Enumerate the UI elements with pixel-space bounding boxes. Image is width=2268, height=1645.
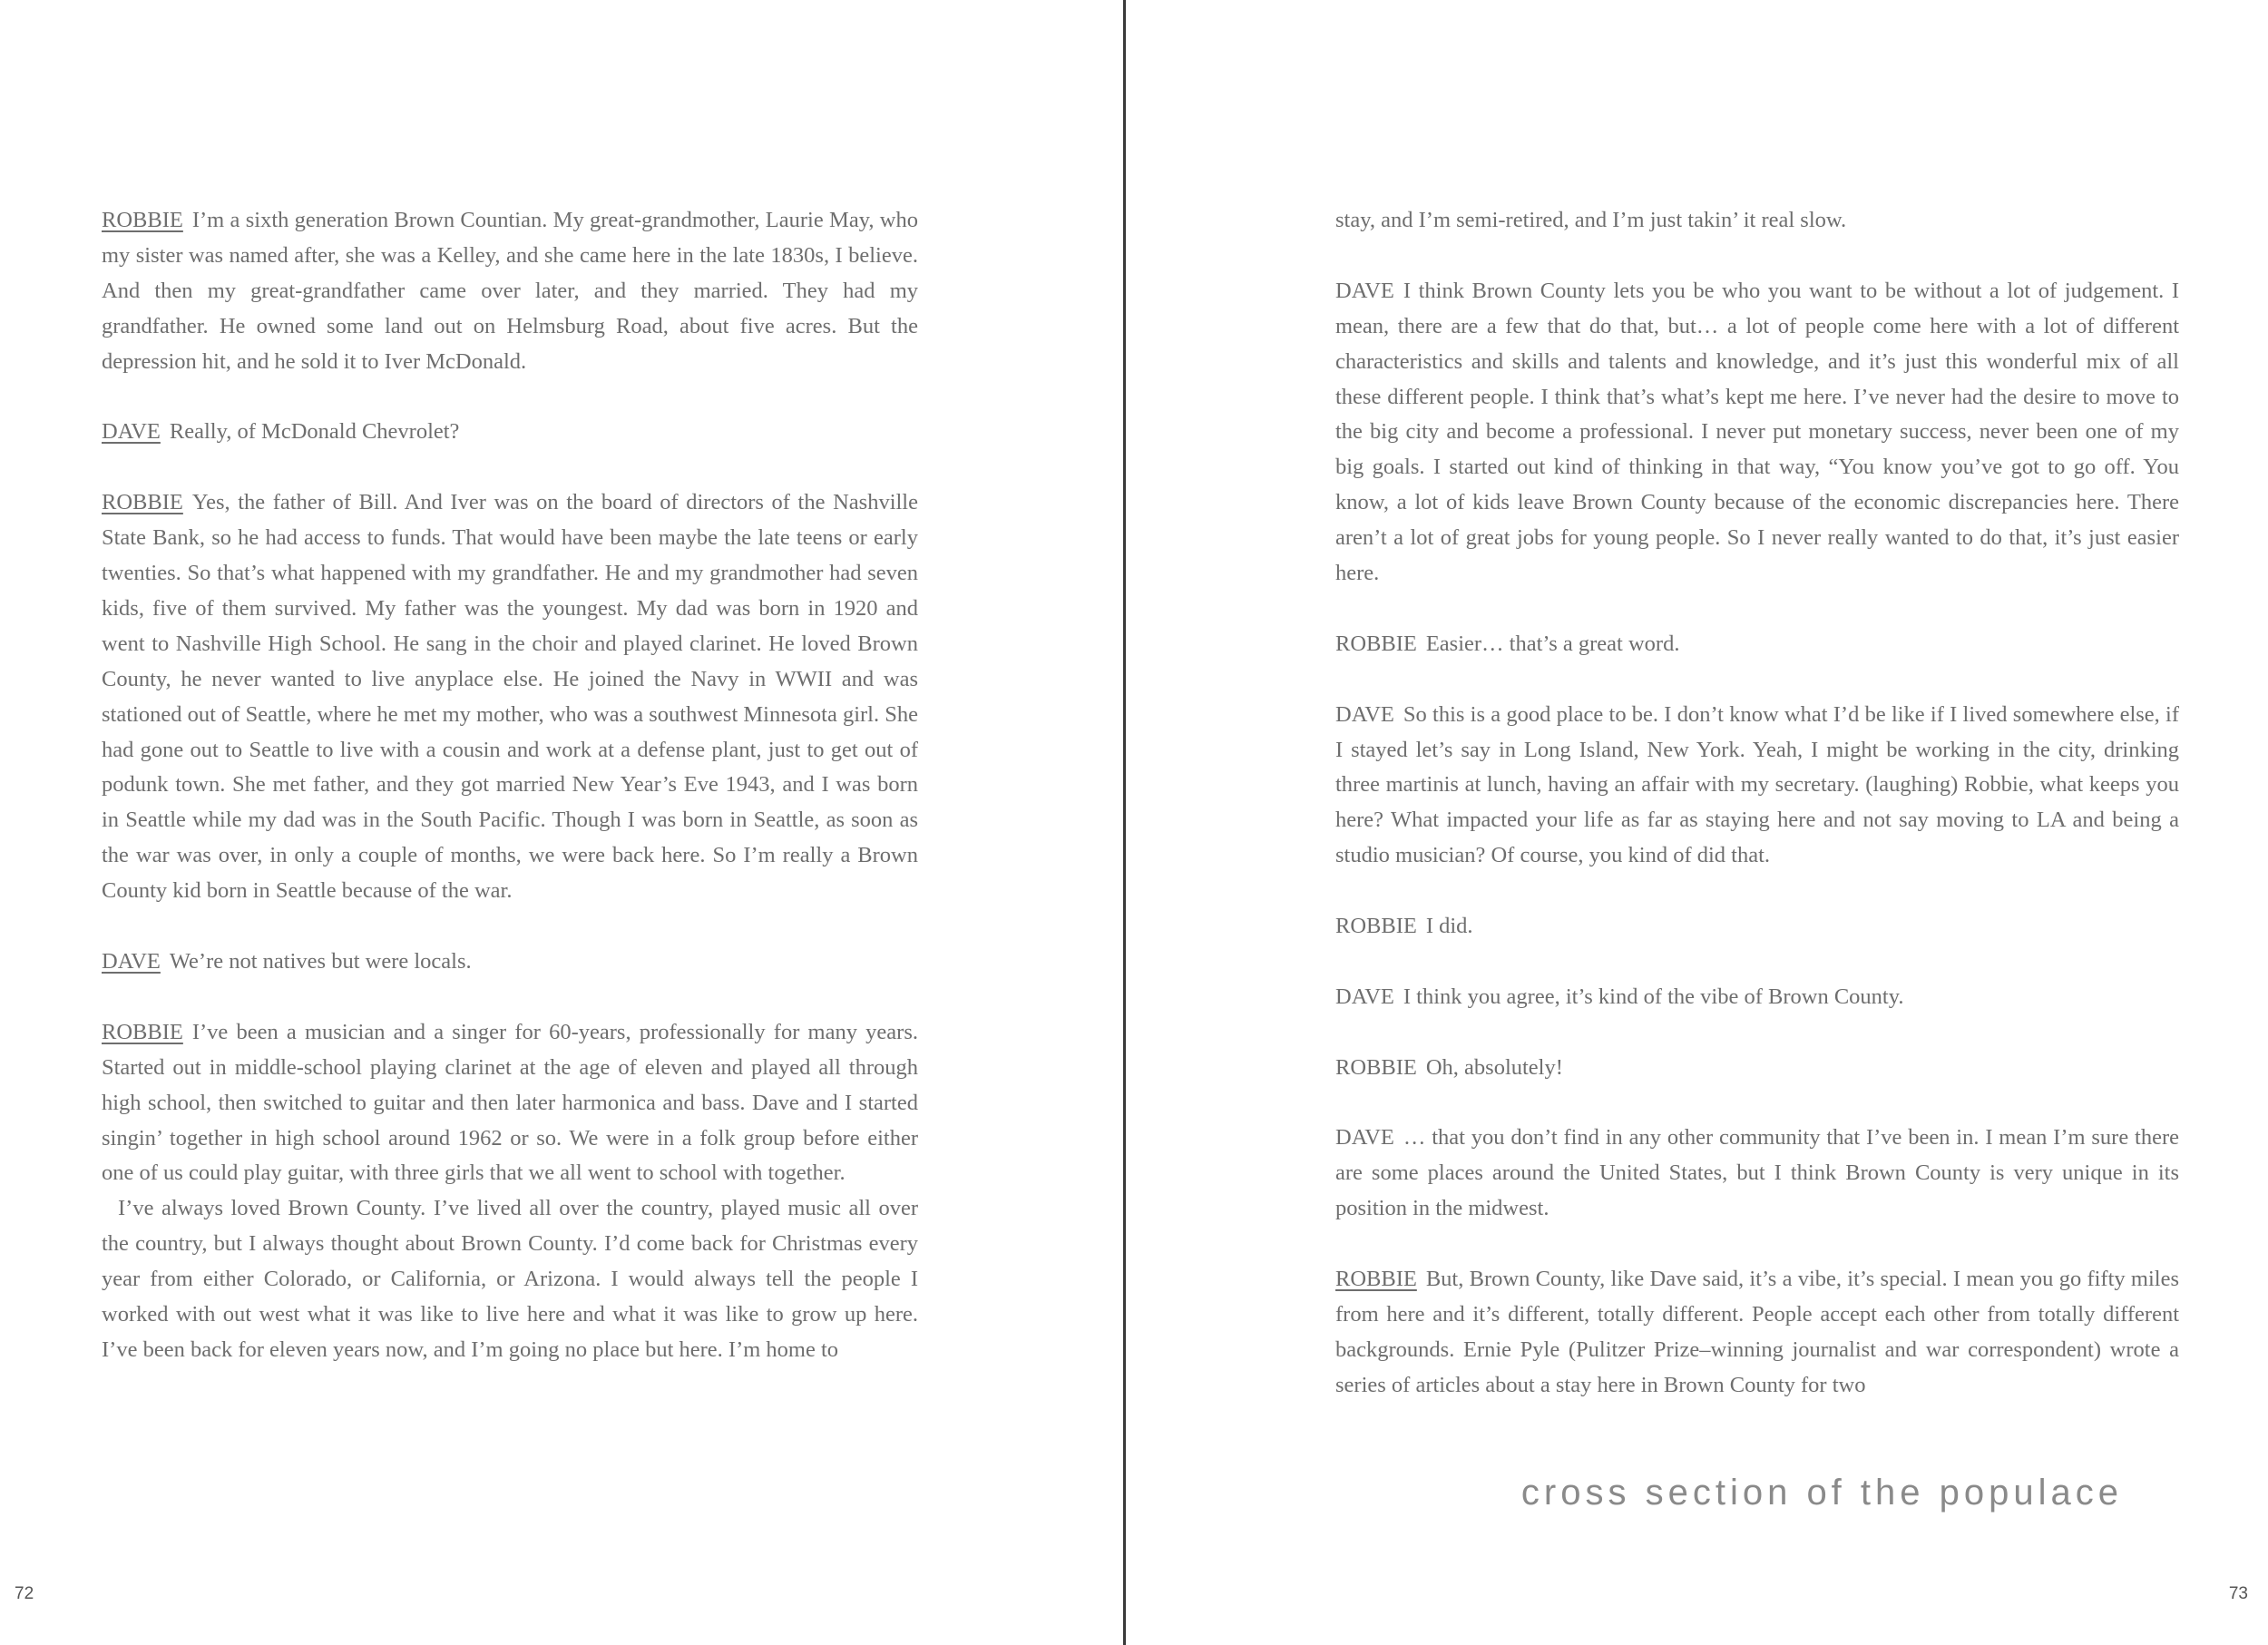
paragraph-text: Easier… that’s a great word. bbox=[1425, 631, 1680, 656]
paragraph-text: But, Brown County, like Dave said, it’s a vibe, it’s special. I mean you go fifty miles from here and it’s different, totally different. People accept each other from totally different backgrounds. Ernie Pyle (Pulitzer Prize–winning journalist and war correspondent) wrote a series of articles about a stay here in Brown County for two bbox=[1335, 1267, 2179, 1397]
speaker-label: ROBBIE bbox=[1335, 914, 1417, 939]
speaker-label: ROBBIE bbox=[1335, 1054, 1417, 1080]
speaker-label: ROBBIE bbox=[1335, 631, 1417, 656]
paragraph-text: We’re not natives but were locals. bbox=[169, 948, 472, 974]
section-title: cross section of the populace bbox=[1520, 1473, 2123, 1513]
paragraph-text: stay, and I’m semi-retired, and I’m just takin’ it real slow. bbox=[1335, 208, 1847, 232]
speaker-label: DAVE bbox=[1335, 984, 1394, 1009]
paragraph-text: I did. bbox=[1425, 914, 1473, 939]
paragraph bbox=[1335, 1262, 2179, 1404]
paragraph bbox=[1335, 627, 2179, 662]
page-number: 72 bbox=[15, 1584, 34, 1603]
paragraph bbox=[1335, 274, 2179, 592]
paragraph-text: … that you don’t find in any other community that I’ve been in. I mean I’m sure there are some places around the United States, but I think Brown County is very unique in its position in the midwest. bbox=[1335, 1125, 2179, 1221]
speaker-label: ROBBIE bbox=[102, 1019, 183, 1044]
speaker-label: ROBBIE bbox=[102, 490, 183, 515]
paragraph bbox=[102, 945, 918, 980]
right-text-column bbox=[1335, 203, 2179, 1404]
paragraph-text: I’ve always loved Brown County. I’ve lived all over the country, played music all over the country, but I always thought about Brown County. I’d come back for Christmas every year from either Colorado, or California, or Arizona. I would always tell the people I worked with out west what it was like to live here and what it was like to grow up here. I’ve been back for eleven years now, and I’m going no place but here. I’m home to bbox=[102, 1196, 918, 1362]
paragraph-text: I’m a sixth generation Brown Countian. My great-grandmother, Laurie May, who my sister was named after, she was a Kelley, and she came here in the late 1830s, I believe. And then my great-grandfather came over later, and they married. They had my grandfather. He owned some land out on Helmsburg Road, about five acres. But the depression hit, and he sold it to Iver McDonald. bbox=[102, 208, 918, 374]
speaker-label: ROBBIE bbox=[102, 208, 183, 232]
speaker-label: DAVE bbox=[1335, 278, 1394, 303]
page-number: 73 bbox=[2228, 1584, 2248, 1603]
paragraph bbox=[102, 415, 918, 450]
paragraph bbox=[1335, 698, 2179, 875]
paragraph bbox=[102, 485, 918, 909]
paragraph-text: Oh, absolutely! bbox=[1425, 1054, 1563, 1080]
paragraph bbox=[1335, 1051, 2179, 1086]
paragraph bbox=[1335, 1121, 2179, 1227]
left-text-column bbox=[102, 203, 918, 1368]
speaker-label: DAVE bbox=[102, 419, 161, 445]
paragraph-text: I’ve been a musician and a singer for 60-years, professionally for many years. Started out in middle-school playing clarinet at the age of eleven and played all through high school, then switched to guitar and then later harmonica and bass. Dave and I started singin’ together in high school around 1962 or so. We were in a folk group before either one of us could play guitar, with three girls that we all went to school with together. bbox=[102, 1019, 918, 1186]
paragraph-text: I think Brown County lets you be who you want to be without a lot of judgement. I mean, there are a few that do that, but… a lot of people come here with a lot of different characteristics and skills and talents and knowledge, and it’s just this wonderful mix of all these different people. I think that’s what’s kept me here. I’ve never had the desire to move to the big city and become a professional. I never put monetary success, never been one of my big goals. I started out kind of thinking in that way, “You know you’ve got to go off. You know, a lot of kids leave Brown County because of the economic discrepancies here. There aren’t a lot of great jobs for young people. So I never really wanted to do that, it’s just easier here. bbox=[1335, 278, 2179, 586]
speaker-label: DAVE bbox=[1335, 701, 1394, 727]
paragraph bbox=[1335, 909, 2179, 945]
paragraph bbox=[102, 203, 918, 380]
paragraph-text: Really, of McDonald Chevrolet? bbox=[169, 419, 460, 445]
paragraph-text: So this is a good place to be. I don’t know what I’d be like if I lived somewhere else, if I stayed let’s say in Long Island, New York. Yeah, I might be working in the city, drinking three martinis at lunch, having an affair with my secretary. (laughing) Robbie, what keeps you here? What impacted your life as far as staying here and not say moving to LA and being a studio musician? Of course, you kind of did that. bbox=[1335, 701, 2179, 868]
paragraph-text: Yes, the father of Bill. And Iver was on the board of directors of the Nashville State Bank, so he had access to funds. That would have been maybe the late teens or early twenties. So that’s what happened with my grandfather. He and my grandmother had seven kids, five of them survived. My father was the youngest. My dad was born in 1920 and went to Nashville High School. He sang in the choir and played clarinet. He loved Brown County, he never wanted to live anyplace else. He joined the Navy in WWII and was stationed out of Seattle, where he met my mother, who was a southwest Minnesota girl. She had gone out to Seattle to live with a cousin and work at a defense plant, just to get out of podunk town. She met father, and they got married New Year’s Eve 1943, and I was born in Seattle while my dad was in the South Pacific. Though I was born in Seattle, as soon as the war was over, in only a couple of months, we were back here. So I’m really a Brown County kid born in Seattle because of the war. bbox=[102, 490, 918, 904]
paragraph bbox=[102, 1015, 918, 1192]
paragraph bbox=[1335, 203, 2179, 239]
left-page bbox=[0, 0, 1123, 1645]
speaker-label: ROBBIE bbox=[1335, 1267, 1417, 1292]
paragraph bbox=[102, 1191, 918, 1368]
right-page bbox=[1126, 0, 2268, 1645]
paragraph-text: I think you agree, it’s kind of the vibe of Brown County. bbox=[1403, 984, 1904, 1009]
speaker-label: DAVE bbox=[1335, 1125, 1394, 1151]
paragraph bbox=[1335, 980, 2179, 1015]
speaker-label: DAVE bbox=[102, 948, 161, 974]
